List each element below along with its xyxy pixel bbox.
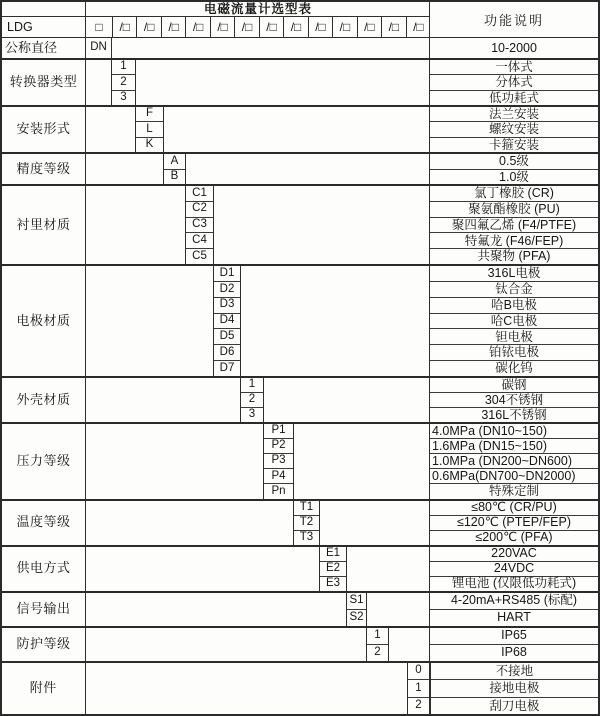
code-protection-1: 1 [367,628,388,645]
code-P1: P1 [264,424,293,439]
row-group-accessories [2,661,598,715]
desc-T2: ≤120℃ (PTEP/FEP) [430,516,598,531]
row-group-nominal-diameter [2,38,598,58]
row-group-power-supply [2,545,598,591]
code-S1: S1 [347,593,366,610]
function-column-header: 功能说明 [429,2,598,37]
desc-converter-3: 低功耗式 [488,90,539,105]
code-D4: D4 [214,314,240,330]
model-slot: /□ [234,17,258,37]
code-converter-2: 2 [112,75,135,90]
code-L: L [136,122,163,137]
code-accessory-0: 0 [408,663,429,681]
group-label-installation-type: 安装形式 [2,107,86,152]
code-P4: P4 [264,469,293,484]
desc-P1: 4.0MPa (DN10~150) [430,424,598,439]
code-A: A [164,154,185,170]
desc-housing-1: 碳钢 [430,378,598,393]
desc-D5: 钽电极 [430,329,598,345]
code-C2: C2 [186,202,213,218]
code-D5: D5 [214,329,240,345]
code-E1: E1 [320,547,346,562]
group-label-nominal-diameter: 公称直径 [2,38,86,58]
desc-S2: HART [497,610,531,625]
code-T3: T3 [299,530,314,543]
desc-C1: 氯丁橡胶 (CR) [430,186,598,202]
desc-K: 卡箍安装 [488,137,539,152]
code-E2: E2 [320,562,346,577]
code-converter-1: 1 [112,60,135,75]
code-accessory-2: 2 [415,699,422,711]
desc-DN: 10-2000 [491,40,537,55]
table-title: 电磁流量计选型表 [203,1,312,16]
model-slot: /□ [283,17,307,37]
model-slot: /□ [381,17,405,37]
code-protection-2: 2 [374,645,381,658]
model-slot: /□ [406,17,430,37]
desc-D2: 钛合金 [430,282,598,298]
row-group-signal-output [2,591,598,626]
group-label-protection-class: 防护等级 [2,628,86,661]
desc-accessory-2: 刮刀电极 [489,698,540,713]
model-slot: /□ [161,17,185,37]
code-E3: E3 [325,576,341,589]
desc-housing-3: 316L不锈钢 [481,407,547,422]
code-S2: S2 [349,610,364,623]
desc-P4: 0.6MPa(DN700~DN2000) [430,469,598,484]
group-label-housing-material: 外壳材质 [2,378,86,422]
desc-P3: 1.0MPa (DN200~DN600) [430,454,598,469]
desc-D1: 316L电极 [430,266,598,282]
group-label-temperature-class: 温度等级 [2,501,86,545]
desc-accessory-1: 接地电极 [431,680,598,698]
code-D2: D2 [214,282,240,298]
code-housing-2: 2 [241,393,263,408]
code-P3: P3 [264,454,293,469]
code-housing-1: 1 [241,378,263,393]
desc-C3: 聚四氟乙烯 (F4/PTFE) [430,218,598,234]
table-header [2,2,598,38]
desc-Pn: 特殊定制 [488,484,539,499]
desc-B: 1.0级 [499,169,529,184]
title-row [2,2,430,17]
model-slot: /□ [357,17,381,37]
model-slot: /□ [210,17,234,37]
model-slot: /□ [332,17,356,37]
model-slot: /□ [112,17,136,37]
model-slot: /□ [136,17,160,37]
model-slot: /□ [259,17,283,37]
desc-T3: ≤200℃ (PFA) [475,530,553,545]
code-Pn: Pn [271,484,286,497]
code-C5: C5 [192,249,207,262]
group-label-electrode-material: 电极材质 [2,266,86,376]
code-D6: D6 [214,345,240,361]
model-slot: /□ [308,17,332,37]
desc-E2: 24VDC [430,562,598,577]
code-D3: D3 [214,298,240,314]
desc-E1: 220VAC [430,547,598,562]
code-B: B [170,170,179,182]
row-group-lining-material [2,184,598,264]
desc-A: 0.5级 [430,154,598,170]
code-converter-3: 3 [120,91,127,104]
desc-accessory-0: 不接地 [431,663,598,681]
row-group-accuracy-class [2,152,598,184]
desc-P2: 1.6MPa (DN15~150) [430,439,598,454]
desc-C5: 共聚物 (PFA) [477,249,551,264]
group-label-pressure-class: 压力等级 [2,424,86,499]
group-label-accessories: 附件 [2,663,86,715]
desc-F: 法兰安装 [430,107,598,122]
desc-C2: 聚氨酯橡胶 (PU) [430,202,598,218]
code-C1: C1 [186,186,213,202]
desc-converter-2: 分体式 [430,75,598,90]
code-T2: T2 [294,516,319,531]
model-slot-box: □ [95,20,103,34]
model-slot: /□ [185,17,209,37]
group-label-power-supply: 供电方式 [2,547,86,591]
row-group-electrode-material [2,264,598,376]
code-F: F [136,107,163,122]
code-C4: C4 [186,233,213,249]
row-group-pressure-class [2,422,598,499]
desc-D3: 哈B电极 [430,298,598,314]
code-housing-3: 3 [248,408,256,421]
group-label-converter-type: 转换器类型 [2,60,86,105]
row-group-housing-material [2,376,598,422]
model-code-row [2,17,430,37]
code-DN: DN [90,41,107,54]
desc-S1: 4-20mA+RS485 (标配) [430,593,598,610]
desc-D4: 哈C电极 [430,314,598,330]
code-accessory-1: 1 [408,680,429,698]
row-group-converter-type [2,58,598,105]
title-corner-cell [2,2,86,16]
code-D7: D7 [219,361,235,374]
model-prefix: LDG [2,17,86,37]
desc-E3: 锂电池 (仅限低功耗式) [451,576,577,591]
desc-housing-2: 304不锈钢 [430,393,598,408]
group-label-accuracy-class: 精度等级 [2,154,86,184]
code-D1: D1 [214,266,240,282]
row-group-temperature-class [2,499,598,545]
desc-D7: 碳化钨 [495,361,533,376]
desc-L: 螺纹安装 [430,122,598,137]
desc-protection-1: IP65 [430,628,598,645]
row-group-protection-class [2,626,598,661]
desc-C4: 特氟龙 (F46/FEP) [430,233,598,249]
desc-T1: ≤80℃ (CR/PU) [430,501,598,516]
code-K: K [145,138,154,151]
desc-converter-1: 一体式 [430,60,598,75]
code-T1: T1 [294,501,319,516]
desc-D6: 铂铱电极 [430,345,598,361]
group-label-signal-output: 信号输出 [2,593,86,626]
code-P2: P2 [264,439,293,454]
desc-protection-2: IP68 [501,645,527,660]
group-label-lining-material: 衬里材质 [2,186,86,264]
code-C3: C3 [186,218,213,234]
row-group-installation-type [2,105,598,152]
